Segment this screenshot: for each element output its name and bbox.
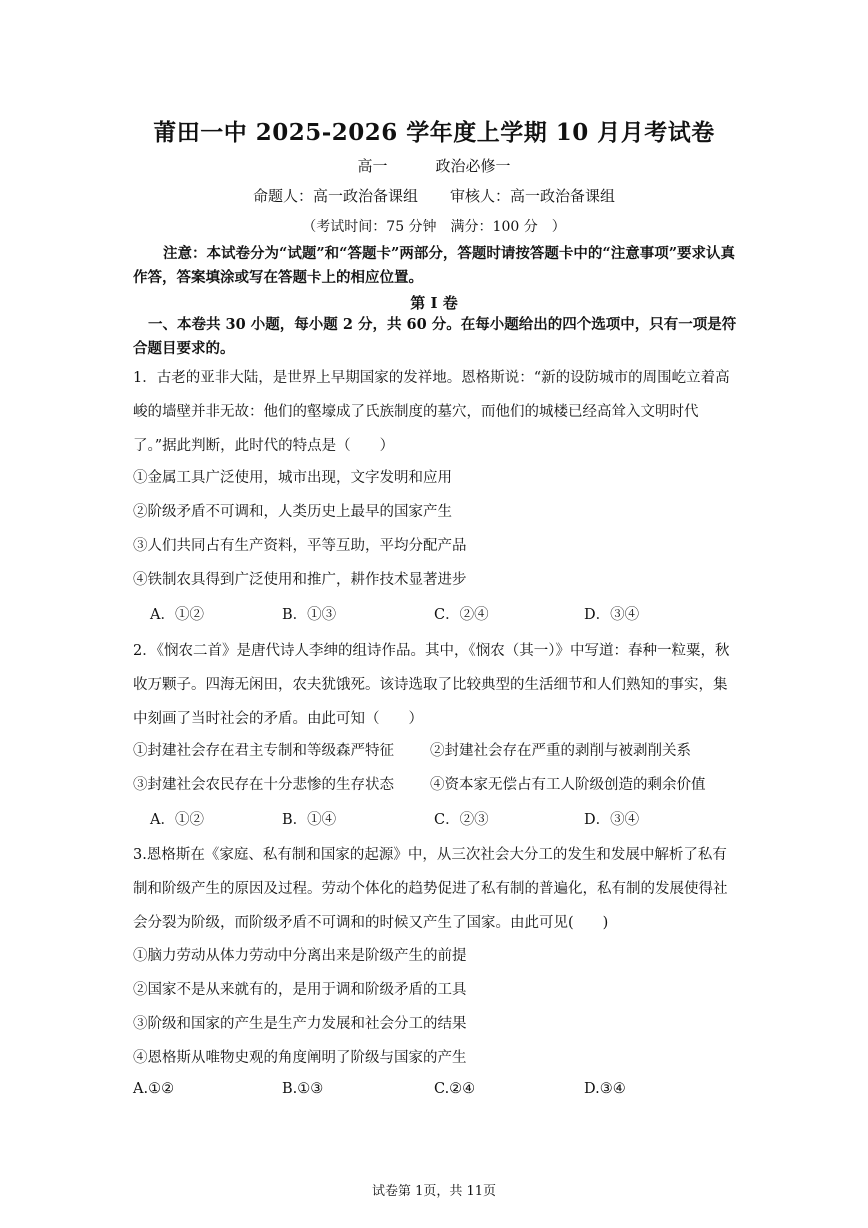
subject: 政治必修一: [435, 157, 511, 175]
q2-statement-1: ①封建社会存在君主专制和等级森严特征: [133, 743, 394, 759]
q3-statement-1: ①脑力劳动从体力劳动中分离出来是阶级产生的前提: [133, 948, 467, 964]
q2-statement-2: ②封建社会存在严重的剥削与被剥削关系: [430, 743, 691, 759]
q3-option-d: D.③④: [584, 1081, 626, 1097]
q2-statement-3: ③封建社会农民存在十分悲惨的生存状态: [133, 777, 394, 793]
q3-option-c: C.②④: [434, 1081, 476, 1097]
q3-option-b: B.①③: [282, 1081, 324, 1097]
q1-statement-2: ②阶级矛盾不可调和，人类历史上最早的国家产生: [133, 504, 452, 520]
author-line: [0, 185, 868, 206]
question-3-stem: 3.恩格斯在《家庭、私有制和国家的起源》中，从三次社会大分工的发生和发展中解析了私有制和阶级产生的原因及过程。劳动个体化的趋势促进了私有制的普遍化，私有制的发展使得社会分裂为阶级，而阶级矛盾不可调和的时候又产生了国家。由此可见( ): [133, 847, 728, 931]
notice: 注意：本试卷分为“试题”和“答题卡”两部分，答题时请按答题卡中的“注意事项”要求认真作答，答案填涂或写在答题卡上的相应位置。: [133, 245, 736, 286]
reviewer: 审核人：高一政治备课组: [450, 187, 616, 205]
grade: 高一: [357, 157, 388, 175]
author: 命题人：高一政治备课组: [252, 187, 418, 205]
q3-option-a: A.①②: [133, 1081, 175, 1097]
q2-option-b: B．①④: [282, 812, 337, 828]
q2-option-a: A．①②: [150, 812, 204, 828]
section-intro: 一、本卷共 30 小题，每小题 2 分，共 60 分。在每小题给出的四个选项中，只有一项是符合题目要求的。: [133, 316, 737, 357]
exam-title: 莆田一中 2025-2026 学年度上学期 10 月月考试卷: [153, 119, 715, 146]
q1-option-c: C．②④: [434, 607, 489, 623]
q3-statement-2: ②国家不是从来就有的，是用于调和阶级矛盾的工具: [133, 982, 467, 998]
q3-statement-4: ④恩格斯从唯物史观的角度阐明了阶级与国家的产生: [133, 1050, 467, 1066]
question-2-stem: 2．《悯农二首》是唐代诗人李绅的组诗作品。其中，《悯农（其一）》中写道：春种一粒粟，秋收万颗子。四海无闲田，农夫犹饿死。该诗选取了比较典型的生活细节和人们熟知的事实，集中刻画了当时社会的矛盾。由此可知（ ）: [133, 643, 730, 727]
page-footer: 试卷第 1页，共 11页: [371, 1184, 497, 1199]
part-title: 第 I 卷: [410, 294, 458, 312]
q1-statement-3: ③人们共同占有生产资料，平等互助，平均分配产品: [133, 538, 467, 554]
q1-option-d: D．③④: [584, 607, 640, 623]
q3-statement-3: ③阶级和国家的产生是生产力发展和社会分工的结果: [133, 1016, 467, 1032]
q1-statement-4: ④铁制农具得到广泛使用和推广，耕作技术显著进步: [133, 572, 467, 588]
grade-subject-line: [0, 155, 868, 176]
q2-statement-4: ④资本家无偿占有工人阶级创造的剩余价值: [430, 777, 706, 793]
q2-option-d: D．③④: [584, 812, 640, 828]
exam-info: （考试时间：75 分钟 满分：100 分 ）: [302, 219, 566, 235]
question-1-stem: 1．古老的亚非大陆，是世界上早期国家的发祥地。恩格斯说：“新的设防城市的周围屹立着高峻的墙壁并非无故：他们的壑壕成了氏族制度的墓穴，而他们的城楼已经高耸入文明时代了。”据此判断，此时代的特点是（ ）: [133, 370, 730, 454]
q2-option-c: C．②③: [434, 812, 489, 828]
q1-option-a: A．①②: [150, 607, 204, 623]
q1-statement-1: ①金属工具广泛使用，城市出现，文字发明和应用: [133, 470, 452, 486]
q1-option-b: B．①③: [282, 607, 337, 623]
